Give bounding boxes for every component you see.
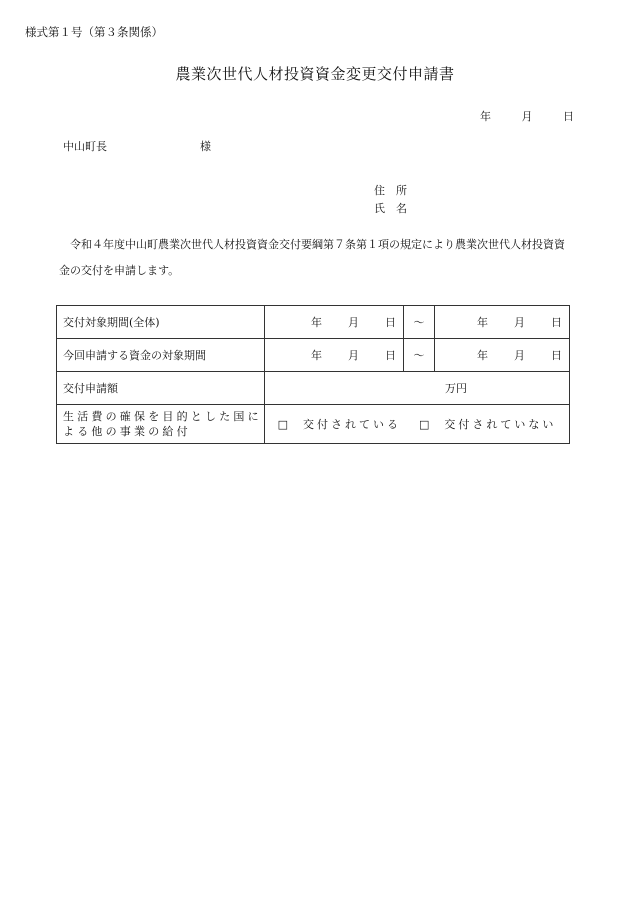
period-total-tilde: ～: [404, 306, 435, 339]
addressee-name: 中山町長: [63, 140, 107, 153]
option-not-received-label: 交付されていない: [444, 418, 557, 431]
table-row-amount: [57, 372, 570, 405]
date-year: 年: [480, 110, 491, 123]
period-current-end-cell[interactable]: [435, 339, 570, 372]
period-total-end-cell[interactable]: [435, 306, 570, 339]
option-received-label: 交付されている: [303, 418, 401, 431]
period-total-label: 交付対象期間(全体): [57, 306, 265, 339]
form-number: 様式第１号（第３条関係）: [25, 25, 163, 39]
period-current-end-year: 年: [477, 349, 488, 362]
period-total-end-day: 日: [551, 316, 562, 329]
period-total-start-day: 日: [385, 316, 396, 329]
period-total-start-month: 月: [348, 316, 359, 329]
period-current-start-cell[interactable]: [265, 339, 404, 372]
other-benefit-options: [265, 405, 570, 444]
table-row-period-total: [57, 306, 570, 339]
name-label: 氏 名: [374, 202, 407, 215]
date-day: 日: [563, 110, 574, 123]
period-total-end-year: 年: [477, 316, 488, 329]
period-current-end-day: 日: [551, 349, 562, 362]
period-current-start-month: 月: [348, 349, 359, 362]
document-title: 農業次世代人材投資資金変更交付申請書: [175, 65, 455, 83]
table-row-other-benefit: [57, 405, 570, 444]
period-total-end-month: 月: [514, 316, 525, 329]
addressee-honorific: 様: [200, 140, 211, 153]
period-total-start-year: 年: [311, 316, 322, 329]
application-table: [56, 305, 570, 444]
checkbox-not-received[interactable]: □: [419, 418, 433, 431]
period-current-end-month: 月: [514, 349, 525, 362]
period-current-tilde: ～: [404, 339, 435, 372]
table-row-period-current: [57, 339, 570, 372]
period-total-start-cell[interactable]: [265, 306, 404, 339]
period-current-start-year: 年: [311, 349, 322, 362]
address-label: 住 所: [374, 184, 407, 197]
period-current-label: 今回申請する資金の対象期間: [57, 339, 265, 372]
amount-label: 交付申請額: [57, 372, 265, 405]
date-line: [480, 108, 574, 124]
amount-unit: 万円: [445, 382, 467, 395]
other-benefit-label: 生活費の確保を目的とした国による他の事業の給付: [57, 405, 265, 444]
period-current-start-day: 日: [385, 349, 396, 362]
body-text: 令和４年度中山町農業次世代人材投資資金交付要綱第７条第１項の規定により農業次世代人材投資資金の交付を申請します。: [59, 238, 565, 277]
date-month: 月: [521, 110, 533, 123]
amount-cell[interactable]: [265, 372, 570, 405]
checkbox-received[interactable]: □: [277, 418, 291, 431]
